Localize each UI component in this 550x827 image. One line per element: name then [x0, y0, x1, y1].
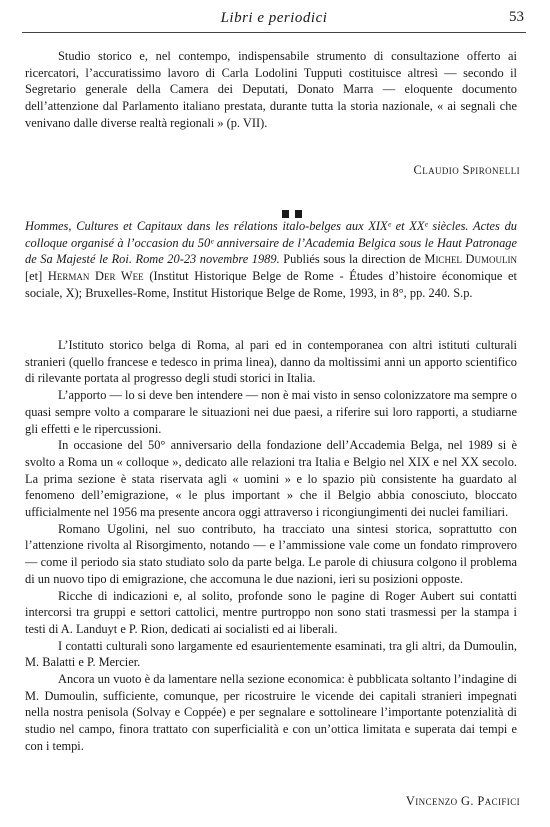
- section-separator-ornament: [282, 210, 304, 218]
- review-2-paragraph: In occasione del 50° anniversario della fondazione dell’Accademia Belga, nel 1989 si è svolto a Roma un « colloque », dedicato alle relazioni tra Italia e Belgio nel XIX e nel XX secolo. La prima sezione è stata riservata agli « uomini » e lo spazio più consistente ha guardato al fenomeno dell’emigrazione, « le plus important » che il Belgio abbia conosciuto, bloccato ufficialmente nel 1956 ma presente ancora oggi attraverso i ricongiungimenti dei nuclei familiari.: [25, 438, 517, 520]
- review-2-paragraph: Romano Ugolini, nel suo contributo, ha tracciato una sintesi storica, soprattutto con l’attenzione rivolta al Risorgimento, notando — e l’ammissione vale come un fondato rimprovero — come il periodo sia stato studiato solo da parte belga. Le parole di chiusura colgono il problema di un nuovo tipo di emigrazione, che accomuna le due nazioni, ieri su posizioni opposte.: [25, 521, 517, 586]
- separator-square-left: [282, 210, 289, 218]
- citation-editor-2: Herman Der Wee: [47, 269, 144, 284]
- review-2-signature: Vincenzo G. Pacifici: [405, 794, 520, 808]
- review-1-text: [25, 48, 517, 132]
- review-2-paragraph: L’Istituto storico belga di Roma, al pari ed in contemporanea con altri istituti culturali stranieri (quello francese e tedesco in prima linea), danno da moltissimi anni un apporto scientifico di rilevante portata al progresso degli studi storici in Italia.: [25, 338, 517, 386]
- review-2-text: [25, 337, 517, 755]
- citation-details: (Institut Historique Belge de Rome - Études d’histoire économique et sociale, X); Bruxelles-Rome, Institut Historique Belge de Rome, 1993, in 8°, pp. 240. S.p.: [25, 269, 517, 300]
- citation-et: [et]: [25, 269, 43, 284]
- review-2-paragraph: I contatti culturali sono largamente ed esaurientemente esaminati, tra gli altri, da Dumoulin, M. Balatti e P. Mercier.: [25, 638, 517, 670]
- review-2-paragraph: Ricche di indicazioni e, al solito, profonde sono le pagine di Roger Aubert sui contatti intercorsi tra gruppi e settori cattolici, mentre purtroppo non sono stati trasmessi per la stampa i testi di A. Landuyt e P. Rion, dedicati ai socialisti ed ai liberali.: [25, 588, 517, 636]
- citation-title: Hommes, Cultures et Capitaux dans les rélations italo-belges aux XIXᵉ et XXᵉ siècles. Actes du colloque organisé à l’occasion du 50ᵉ anniversaire de l’Academia Belgica sous le Haut Patronage de Sa Majesté le Roi. Rome 20-23 novembre 1989.: [25, 219, 517, 267]
- page-number: 53: [509, 9, 524, 25]
- review-1-signature: Claudio Spironelli: [413, 163, 520, 177]
- citation-editor-1: Michel Dumoulin: [424, 252, 517, 267]
- review-2-citation: [25, 218, 517, 302]
- review-1-paragraph: Studio storico e, nel contempo, indispensabile strumento di consultazione offerto ai ricercatori, l’accuratissimo lavoro di Carla Lodolini Tupputi costituisce altresì — secondo il Segretario generale della Camera dei Deputati, Donato Marra — eloquente documento dell’attenzione dal Parlamento italiano prestata, durante tutta la storia nazionale, « ai segnali che venivano dalle diverse realtà regionali » (p. VII).: [25, 49, 517, 130]
- review-2-paragraph: Ancora un vuoto è da lamentare nella sezione economica: è pubblicata soltanto l’indagine di M. Dumoulin, sufficiente, comunque, per ricostruire le vicende dei capitali stranieri impegnati nella nostra penisola (Solvay e Coppée) e per segnalare e sottolineare l’importante potenzialità di studio nel campo, finora trattato con superficialità e con un’ottica limitata e superata dai tempi e con i tempi.: [25, 672, 517, 753]
- citation-published-by: Publiés sous la direction de: [283, 252, 421, 267]
- separator-square-right: [295, 210, 302, 218]
- running-title: Libri e periodici: [220, 10, 328, 26]
- page-header: [22, 6, 526, 33]
- review-2-paragraph: L’apporto — lo si deve ben intendere — non è mai visto in senso colonizzatore ma sempre o quasi sempre volto a comparare le situazioni nei due paesi, a riferire sui loro rapporti, a studiarne gli effetti e le ripercussioni.: [25, 388, 517, 436]
